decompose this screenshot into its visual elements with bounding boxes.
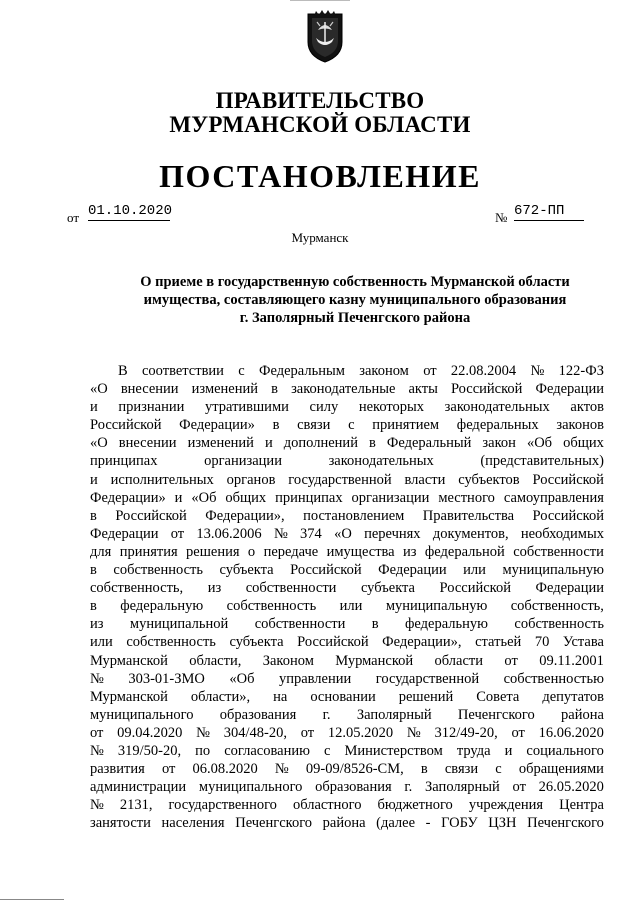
body-word: документов, — [432, 525, 509, 542]
body-word: 122-ФЗ — [558, 363, 604, 379]
body-word: Российской — [290, 562, 362, 579]
body-word: субъекта — [219, 562, 274, 579]
body-word: «О — [90, 435, 108, 452]
body-word: ЦЗН — [488, 815, 517, 832]
body-line — [90, 434, 604, 452]
body-word: имущества — [326, 543, 395, 560]
body-word: силу — [309, 399, 339, 416]
body-line — [90, 652, 604, 670]
body-word: Федеральным — [259, 363, 345, 379]
body-word: муниципальную — [385, 598, 488, 615]
body-word: изменений — [187, 435, 254, 452]
body-word: в — [90, 507, 97, 524]
body-word: 22.08.2004 — [450, 363, 517, 379]
body-word: муниципального — [198, 779, 303, 796]
body-word: от — [161, 761, 176, 778]
body-word: ГОБУ — [441, 815, 478, 832]
body-word: собственность, — [510, 598, 604, 615]
body-word: № — [406, 724, 421, 741]
body-word: или — [463, 562, 486, 579]
body-line — [90, 561, 604, 579]
body-word: изменений — [191, 381, 259, 398]
body-line — [90, 452, 604, 470]
body-word: № — [90, 797, 104, 814]
body-word: «Об — [191, 489, 217, 506]
body-word: № — [90, 670, 104, 687]
body-word: с — [323, 742, 331, 759]
body-word: Печенгского — [457, 706, 535, 723]
body-word: местного — [438, 489, 495, 506]
body-word: Законом — [262, 652, 314, 669]
body-word: от — [512, 779, 526, 796]
body-word: законом — [359, 363, 409, 379]
body-word: Федеральный — [386, 435, 472, 452]
body-word: Совета — [476, 688, 520, 705]
body-word: населения — [161, 815, 225, 832]
body-line — [90, 615, 604, 633]
document-type-title: ПОСТАНОВЛЕНИЕ — [159, 158, 481, 194]
body-word: от — [504, 652, 518, 669]
body-line — [90, 814, 604, 832]
body-word: областного — [292, 797, 362, 814]
body-word: решения — [186, 543, 240, 560]
body-word: 319/50-20, — [117, 742, 182, 759]
body-line — [90, 778, 604, 796]
body-word: закон — [482, 435, 516, 452]
body-word: 26.05.2020 — [538, 779, 604, 796]
body-word: в — [90, 598, 97, 615]
body-word: Заполярный — [356, 706, 432, 723]
body-word: г. — [404, 779, 413, 796]
body-word: органов — [226, 471, 276, 488]
body-word: государственного — [168, 797, 277, 814]
city-name: Мурманск — [291, 230, 349, 245]
body-word: 70 — [534, 634, 550, 651]
body-word: от — [423, 363, 437, 379]
body-word: общих — [225, 489, 267, 506]
body-word: Министерством — [344, 742, 443, 759]
body-word: самоуправления — [503, 489, 604, 506]
body-word: Российской — [90, 417, 162, 434]
body-word: для — [90, 543, 112, 560]
body-word: или — [339, 598, 363, 615]
body-word: 2131, — [119, 797, 153, 814]
body-word: собственность, — [90, 580, 184, 597]
body-word: 304/48-20, — [223, 724, 287, 741]
body-word: 374 — [300, 525, 322, 542]
body-line — [90, 507, 604, 525]
body-word: необходимых — [520, 525, 604, 542]
body-line — [90, 380, 604, 398]
body-word: с — [238, 363, 245, 379]
body-word: муниципального — [90, 706, 194, 723]
body-word: собственность — [514, 616, 604, 633]
body-word: от — [170, 525, 185, 542]
body-word: собственности — [513, 543, 604, 560]
body-line — [90, 633, 604, 651]
body-word: и — [264, 435, 273, 452]
body-word: Федерации — [535, 381, 604, 398]
body-word: области», — [190, 688, 251, 705]
body-word: законодательных — [328, 453, 434, 470]
body-word: занятости — [90, 815, 151, 832]
body-word: основании — [310, 688, 376, 705]
body-word: Федерации», — [382, 634, 462, 651]
body-word: «Об — [526, 435, 553, 452]
body-word: развития — [90, 761, 145, 778]
body-line — [90, 597, 604, 615]
body-word: государственной — [288, 471, 392, 488]
body-word: Мурманской — [335, 652, 414, 669]
body-word: Федерации — [90, 525, 159, 542]
body-word: (далее — [376, 815, 416, 832]
body-word: соответствии — [142, 363, 224, 379]
body-word: собственность — [226, 598, 317, 615]
body-word: собственности — [245, 580, 337, 597]
body-word: решений — [398, 688, 454, 705]
body-word: управлении — [278, 670, 352, 687]
body-word: законодательные — [291, 381, 396, 398]
body-word: субъекта — [360, 580, 415, 597]
body-line — [90, 688, 604, 706]
body-word: в — [371, 616, 379, 633]
body-line — [90, 525, 604, 543]
body-word: организации — [204, 453, 282, 470]
body-word: постановлением — [303, 507, 405, 524]
body-word: и — [90, 399, 98, 416]
body-word: муниципальную — [502, 562, 604, 579]
body-word: собственностью — [503, 670, 604, 687]
body-word: с — [495, 761, 502, 778]
body-word: депутатов — [542, 688, 604, 705]
body-word: Правительства — [422, 507, 515, 524]
government-name-line2: МУРМАНСКОЙ ОБЛАСТИ — [169, 112, 471, 137]
body-word: района — [561, 706, 604, 723]
body-word: 09.04.2020 — [117, 724, 183, 741]
body-line — [90, 760, 604, 778]
body-word: образования — [315, 779, 392, 796]
body-word: Федерации — [535, 580, 604, 597]
date-prefix: от — [67, 210, 80, 225]
body-word: исполнительных — [110, 471, 214, 488]
body-word: власти — [404, 471, 446, 488]
body-word: Российской — [297, 634, 369, 651]
body-word: в — [369, 435, 376, 452]
body-word: Федерации» — [90, 489, 166, 506]
body-word: акты — [408, 381, 438, 398]
body-word: и — [504, 742, 513, 759]
body-word: организации — [351, 489, 430, 506]
body-word: по — [195, 742, 211, 759]
body-word: Мурманской — [90, 688, 168, 705]
body-word: 16.06.2020 — [538, 724, 604, 741]
body-word: принятием — [372, 417, 440, 434]
subject-line: имущества, составляющего казну муниципального образования — [143, 292, 567, 308]
body-word: и — [174, 489, 183, 506]
body-word: или — [90, 634, 113, 651]
body-word: № — [90, 742, 104, 759]
body-word: Федерации» — [179, 417, 255, 434]
body-line — [90, 362, 604, 380]
body-word: Федерации — [378, 562, 447, 579]
body-word: федеральной — [424, 543, 505, 560]
body-word: общих — [563, 435, 604, 452]
coat-of-arms-icon — [304, 8, 346, 64]
body-word: на — [273, 688, 288, 705]
body-word: Мурманской — [90, 652, 168, 669]
body-word: «О — [334, 525, 352, 542]
body-line — [90, 724, 604, 742]
number-prefix: № — [495, 210, 508, 225]
body-word: согласованию — [224, 742, 310, 759]
body-word: законодательных — [444, 399, 550, 416]
body-line — [90, 471, 604, 489]
body-word: Российской — [532, 471, 604, 488]
body-word: передаче — [263, 543, 319, 560]
body-word: Центра — [559, 797, 604, 814]
body-line — [90, 398, 604, 416]
body-line — [90, 706, 604, 724]
body-word: актов — [570, 399, 604, 416]
body-word: 12.05.2020 — [327, 724, 394, 741]
body-word: из — [403, 543, 417, 560]
body-word: области, — [189, 652, 242, 669]
body-word: «О — [90, 381, 108, 398]
body-word: статьей — [475, 634, 522, 651]
body-word: социального — [526, 742, 604, 759]
body-line — [90, 543, 604, 561]
document-date: 01.10.2020 — [88, 203, 173, 219]
footer-mark — [0, 899, 64, 900]
body-word: 09-09/8526-СМ, — [305, 761, 404, 778]
body-word: труда — [456, 742, 491, 759]
document-number: 672-ПП — [514, 203, 584, 221]
body-word: в — [90, 562, 97, 579]
body-word: связи — [444, 761, 479, 778]
body-word: Российской — [450, 381, 523, 398]
body-word: перечнях — [364, 525, 421, 542]
body-word: принципах — [90, 453, 158, 470]
body-word: № — [196, 724, 210, 741]
body-word: 303-01-ЗМО — [128, 670, 205, 687]
body-word: Устава — [562, 634, 604, 651]
body-word: образования — [219, 706, 297, 723]
body-word: г. — [322, 706, 331, 723]
body-word: в — [272, 417, 280, 434]
body-word: администрации — [90, 779, 187, 796]
body-word: субъекта — [229, 634, 284, 651]
body-word: о — [247, 543, 256, 560]
body-word: законов — [556, 417, 604, 434]
body-word: утратившими — [205, 399, 289, 416]
body-line — [90, 796, 604, 814]
top-mark — [290, 0, 350, 1]
body-line — [90, 670, 604, 688]
body-word: собственность — [113, 562, 203, 579]
body-word: муниципальной — [129, 616, 229, 633]
body-word: «Об — [229, 670, 255, 687]
body-word: Российской — [439, 580, 511, 597]
body-word: учреждения — [468, 797, 544, 814]
body-word: внесении — [118, 435, 177, 452]
subject-line: г. Заполярный Печенгского района — [239, 310, 471, 326]
body-word: (представительных) — [480, 453, 604, 470]
body-word: государственной — [375, 670, 480, 687]
subject-line: О приеме в государственную собственность Мурманской области — [140, 274, 570, 290]
body-word: района — [322, 815, 366, 832]
body-word: № — [273, 525, 288, 542]
body-word: федеральную — [405, 616, 488, 633]
body-word: 312/49-20, — [434, 724, 498, 741]
body-word: федеральную — [120, 598, 204, 615]
body-word: бюджетного — [377, 797, 453, 814]
body-word: некоторых — [358, 399, 425, 416]
document-subject — [120, 273, 590, 327]
body-line — [90, 579, 604, 597]
body-word: Печенгского — [235, 815, 313, 832]
body-word: № — [530, 363, 545, 379]
body-word: от — [90, 724, 104, 741]
body-word: дополнений — [283, 435, 358, 452]
body-word: связи — [297, 417, 331, 434]
body-word: внесении — [120, 381, 179, 398]
body-word: от — [511, 724, 525, 741]
body-word: в — [271, 381, 278, 398]
body-word: обращениями — [518, 761, 604, 778]
body-word: из — [90, 616, 104, 633]
body-word: федеральных — [456, 417, 539, 434]
body-word: Федерации», — [205, 507, 285, 524]
body-line — [90, 416, 604, 434]
body-word: от — [300, 724, 315, 741]
body-word: собственность — [126, 634, 216, 651]
body-word: субъектов — [458, 471, 520, 488]
body-word: собственности — [254, 616, 346, 633]
body-word: принятия — [119, 543, 178, 560]
body-word: 06.08.2020 — [192, 761, 258, 778]
body-word: - — [425, 815, 431, 832]
body-word: 13.06.2006 — [196, 525, 262, 542]
body-word: В — [118, 363, 128, 379]
document-body — [90, 362, 604, 832]
body-word: Заполярный — [425, 779, 500, 796]
body-word: и — [90, 471, 98, 488]
body-line — [90, 742, 604, 760]
body-word: с — [348, 417, 355, 434]
body-word: Печенгского — [527, 815, 604, 832]
body-line — [90, 489, 604, 507]
body-word: Российской — [115, 507, 187, 524]
body-word: из — [207, 580, 222, 597]
body-word: области — [434, 652, 484, 669]
body-word: в — [420, 761, 428, 778]
body-word: № — [274, 761, 289, 778]
body-word: 09.11.2001 — [539, 652, 604, 669]
government-name-line1: ПРАВИТЕЛЬСТВО — [215, 88, 425, 113]
body-word: принципах — [275, 489, 343, 506]
body-word: признании — [118, 399, 185, 416]
body-word: Российской — [532, 507, 604, 524]
